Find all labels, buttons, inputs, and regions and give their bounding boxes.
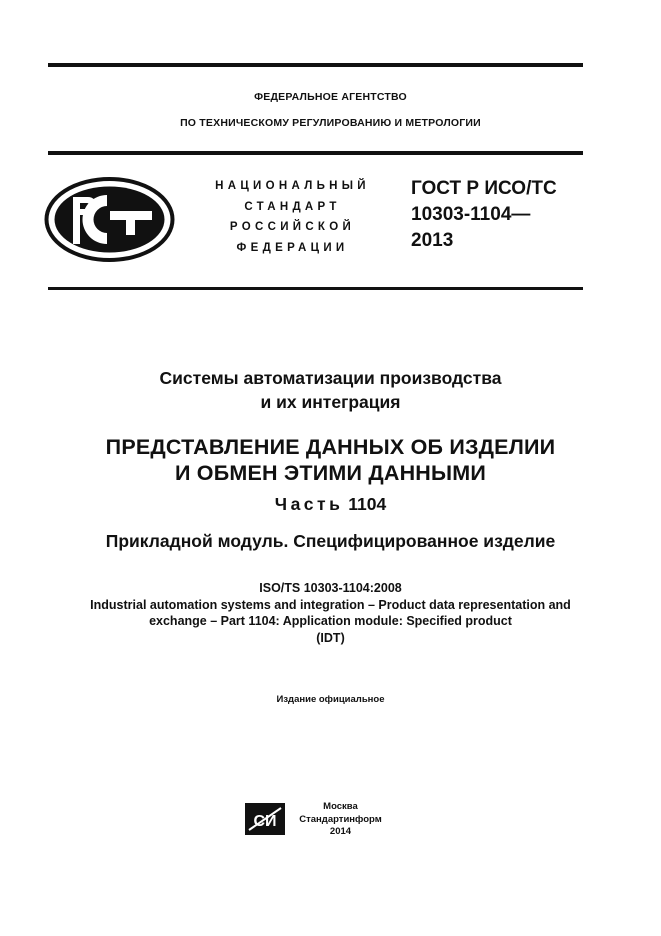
iso-ref-line: ISO/TS 10303-1104:2008 (259, 581, 402, 595)
edition-label: Издание официальное (276, 694, 385, 705)
designation-line: ГОСТ Р ИСО/ТС (411, 178, 557, 199)
module-title: Прикладной модуль. Специфицированное изделие (105, 531, 556, 551)
document-subtitle (0, 366, 661, 414)
standard-type-line: СТАНДАРТ (244, 200, 341, 213)
top-rule (48, 63, 583, 67)
standard-type-line: НАЦИОНАЛЬНЫЙ (215, 180, 370, 192)
iso-ref-line: exchange – Part 1104: Application module: Specified product (149, 614, 512, 628)
standard-type-block (205, 176, 380, 258)
designation-line: 2013 (411, 230, 454, 251)
designation-line: 10303-1104— (411, 204, 531, 225)
header-rule (48, 151, 583, 155)
publisher-logo-text: СИ (253, 813, 277, 830)
title-line: И ОБМЕН ЭТИМИ ДАННЫМИ (174, 461, 487, 485)
part-number: 1104 (348, 494, 387, 514)
publisher-year: 2014 (329, 826, 352, 837)
publisher-logo-icon (245, 803, 285, 835)
rst-logo-icon (44, 177, 175, 262)
title-line: ПРЕДСТАВЛЕНИЕ ДАННЫХ ОБ ИЗДЕЛИИ (105, 435, 556, 459)
part-word: Часть (274, 494, 344, 514)
standard-designation (411, 176, 557, 254)
iso-reference (0, 580, 661, 646)
agency-name-line2: ПО ТЕХНИЧЕСКОМУ РЕГУЛИРОВАНИЮ И МЕТРОЛОГИИ (180, 117, 481, 129)
subtitle-line: и их интеграция (260, 392, 401, 412)
publisher-name: Стандартинформ (299, 813, 382, 825)
agency-name-line1: ФЕДЕРАЛЬНОЕ АГЕНТСТВО (254, 91, 407, 103)
publisher-info (293, 801, 388, 839)
iso-ref-line: (IDT) (316, 630, 345, 645)
subtitle-line: Системы автоматизации производства (159, 368, 502, 388)
document-title (0, 434, 661, 486)
header-bottom-rule (48, 287, 583, 290)
publisher-city: Москва (323, 801, 358, 812)
standard-type-line: ФЕДЕРАЦИИ (236, 241, 349, 254)
part-heading (0, 494, 661, 515)
standard-type-line: РОССИЙСКОЙ (229, 221, 356, 233)
iso-ref-line: Industrial automation systems and integration – Product data representation and (90, 597, 571, 612)
